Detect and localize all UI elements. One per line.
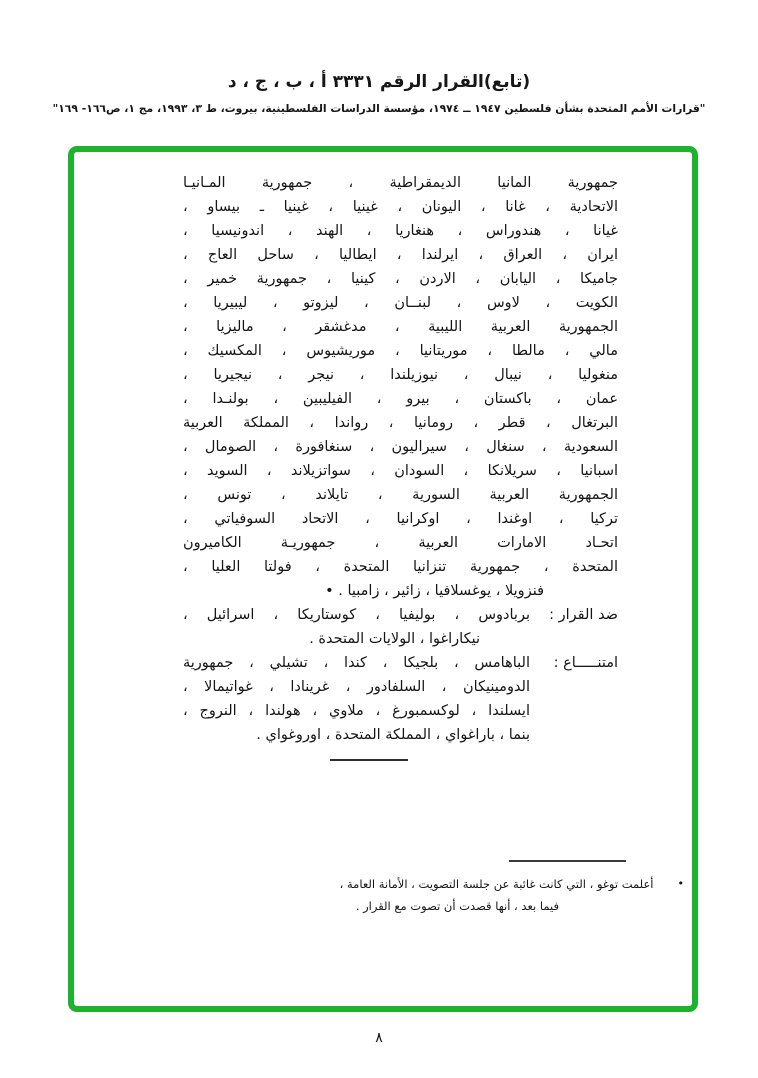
vote-against-line: بربادوس ، بوليفيا ، كوستاريكا ، اسرائيل ،: [183, 607, 530, 623]
vote-in-favor-line: فنزويلا ، يوغسلافيا ، زائير ، زامبيا . •: [325, 583, 544, 599]
vote-in-favor-line: عمان ، باكستان ، بيرو ، الفيليبين ، بولنـدا ،: [183, 391, 618, 407]
vote-abstain-line: بنما ، باراغواي ، المملكة المتحدة ، اوروغواي .: [256, 727, 530, 743]
vote-in-favor-line: الجمهورية العربية الليبية ، مدغشقر ، ماليزيا ،: [183, 319, 618, 335]
vote-in-favor-paragraph: [183, 171, 618, 603]
vote-in-favor-line: جمهورية المانيا الديمقراطية ، جمهورية المـانيـا: [183, 175, 618, 191]
vote-against-section: [183, 603, 618, 651]
vote-in-favor-line: الكويت ، لاوس ، لبنــان ، ليزوتو ، ليبيريا ،: [183, 295, 618, 311]
vote-in-favor-line: مالي ، مالطا ، موريتانيا ، موريشيوس ، المكسيك ،: [183, 343, 618, 359]
section-end-rule: [330, 759, 408, 761]
vote-abstain-line: الدومينيكان ، السلفادور ، غرينادا ، غواتيمالا ،: [183, 679, 530, 695]
vote-abstain-section: [183, 651, 618, 747]
vote-in-favor-line: جاميكا ، اليابان ، الاردن ، كينيا ، جمهورية خمير ،: [183, 271, 618, 287]
footnote-text-1: أعلمت توغو ، التي كانت غائبة عن جلسة التصويت ، الأمانة العامة ،: [339, 877, 654, 891]
vote-in-favor-line: اتحـاد الامارات العربية ، جمهوريـة الكاميرون: [183, 535, 618, 551]
vote-in-favor-line: المتحدة ، جمهورية تنزانيا المتحدة ، فولتا العليا ،: [183, 559, 618, 575]
vote-in-favor-line: ايران ، العراق ، ايرلندا ، ايطاليا ، ساحل العاج ،: [183, 247, 618, 263]
vote-abstain-label: امتنـــــاع :: [553, 655, 618, 671]
vote-abstain-lines: [183, 651, 530, 747]
vote-in-favor-line: السعودية ، سنغال ، سيراليون ، سنغافورة ، الصومال ،: [183, 439, 618, 455]
vote-abstain-line: الباهامس ، بلجيكا ، كندا ، تشيلي ، جمهورية: [183, 655, 530, 671]
page-title: (تابع)القرار الرقم ٣٣٣١ أ ، ب ، ج ، د: [227, 72, 531, 92]
vote-abstain-line: ايسلندا ، لوكسمبورغ ، ملاوي ، هولندا ، النروج ،: [183, 703, 530, 719]
vote-in-favor-line: اسبانيا ، سريلانكا ، السودان ، سواتزيلاند ، السويد ،: [183, 463, 618, 479]
vote-in-favor-line: تركيا ، اوغندا ، اوكرانيا ، الاتحاد السوفياتي ،: [183, 511, 618, 527]
footnote-block: [80, 860, 686, 917]
page-number: ٨: [375, 1030, 383, 1046]
vote-in-favor-line: منغوليا ، نيبال ، نيوزيلندا ، نيجر ، نيجيريا ،: [183, 367, 618, 383]
vote-in-favor-line: الجمهورية العربية السورية ، تايلاند ، تونس ،: [183, 487, 618, 503]
footnote-marker-icon: •: [677, 877, 684, 890]
vote-in-favor-line: البرتغال ، قطر ، رومانيا ، رواندا ، المملكة العربية: [183, 415, 618, 431]
vote-against-line: نيكاراغوا ، الولايات المتحدة .: [309, 631, 480, 647]
vote-in-favor-line: غيانا ، هندوراس ، هنغاريا ، الهند ، اندونيسيا ،: [183, 223, 618, 239]
resolution-frame: [68, 146, 698, 1012]
footnote-text-2: فيما بعد ، أنها قصدت أن تصوت مع القرار .: [355, 899, 559, 913]
vote-in-favor-line: الاتحادية ، غانا ، اليونان ، غينيا ، غينيا ـ بيساو ،: [183, 199, 618, 215]
resolution-body: [74, 152, 692, 1006]
vote-against-label: ضد القرار :: [549, 607, 618, 623]
footnote-separator-rule: [509, 860, 626, 862]
vote-against-lines: [183, 603, 530, 651]
source-citation: "قرارات الأمم المتحدة بشأن فلسطين ١٩٤٧ ــ ١٩٧٤، مؤسسة الدراسات الفلسطينية، بيروت، ط ٣، ١٩٩٣، مج ١، ص١٦٦- ١٦٩": [52, 102, 706, 115]
footnote-line-1: [130, 873, 684, 895]
